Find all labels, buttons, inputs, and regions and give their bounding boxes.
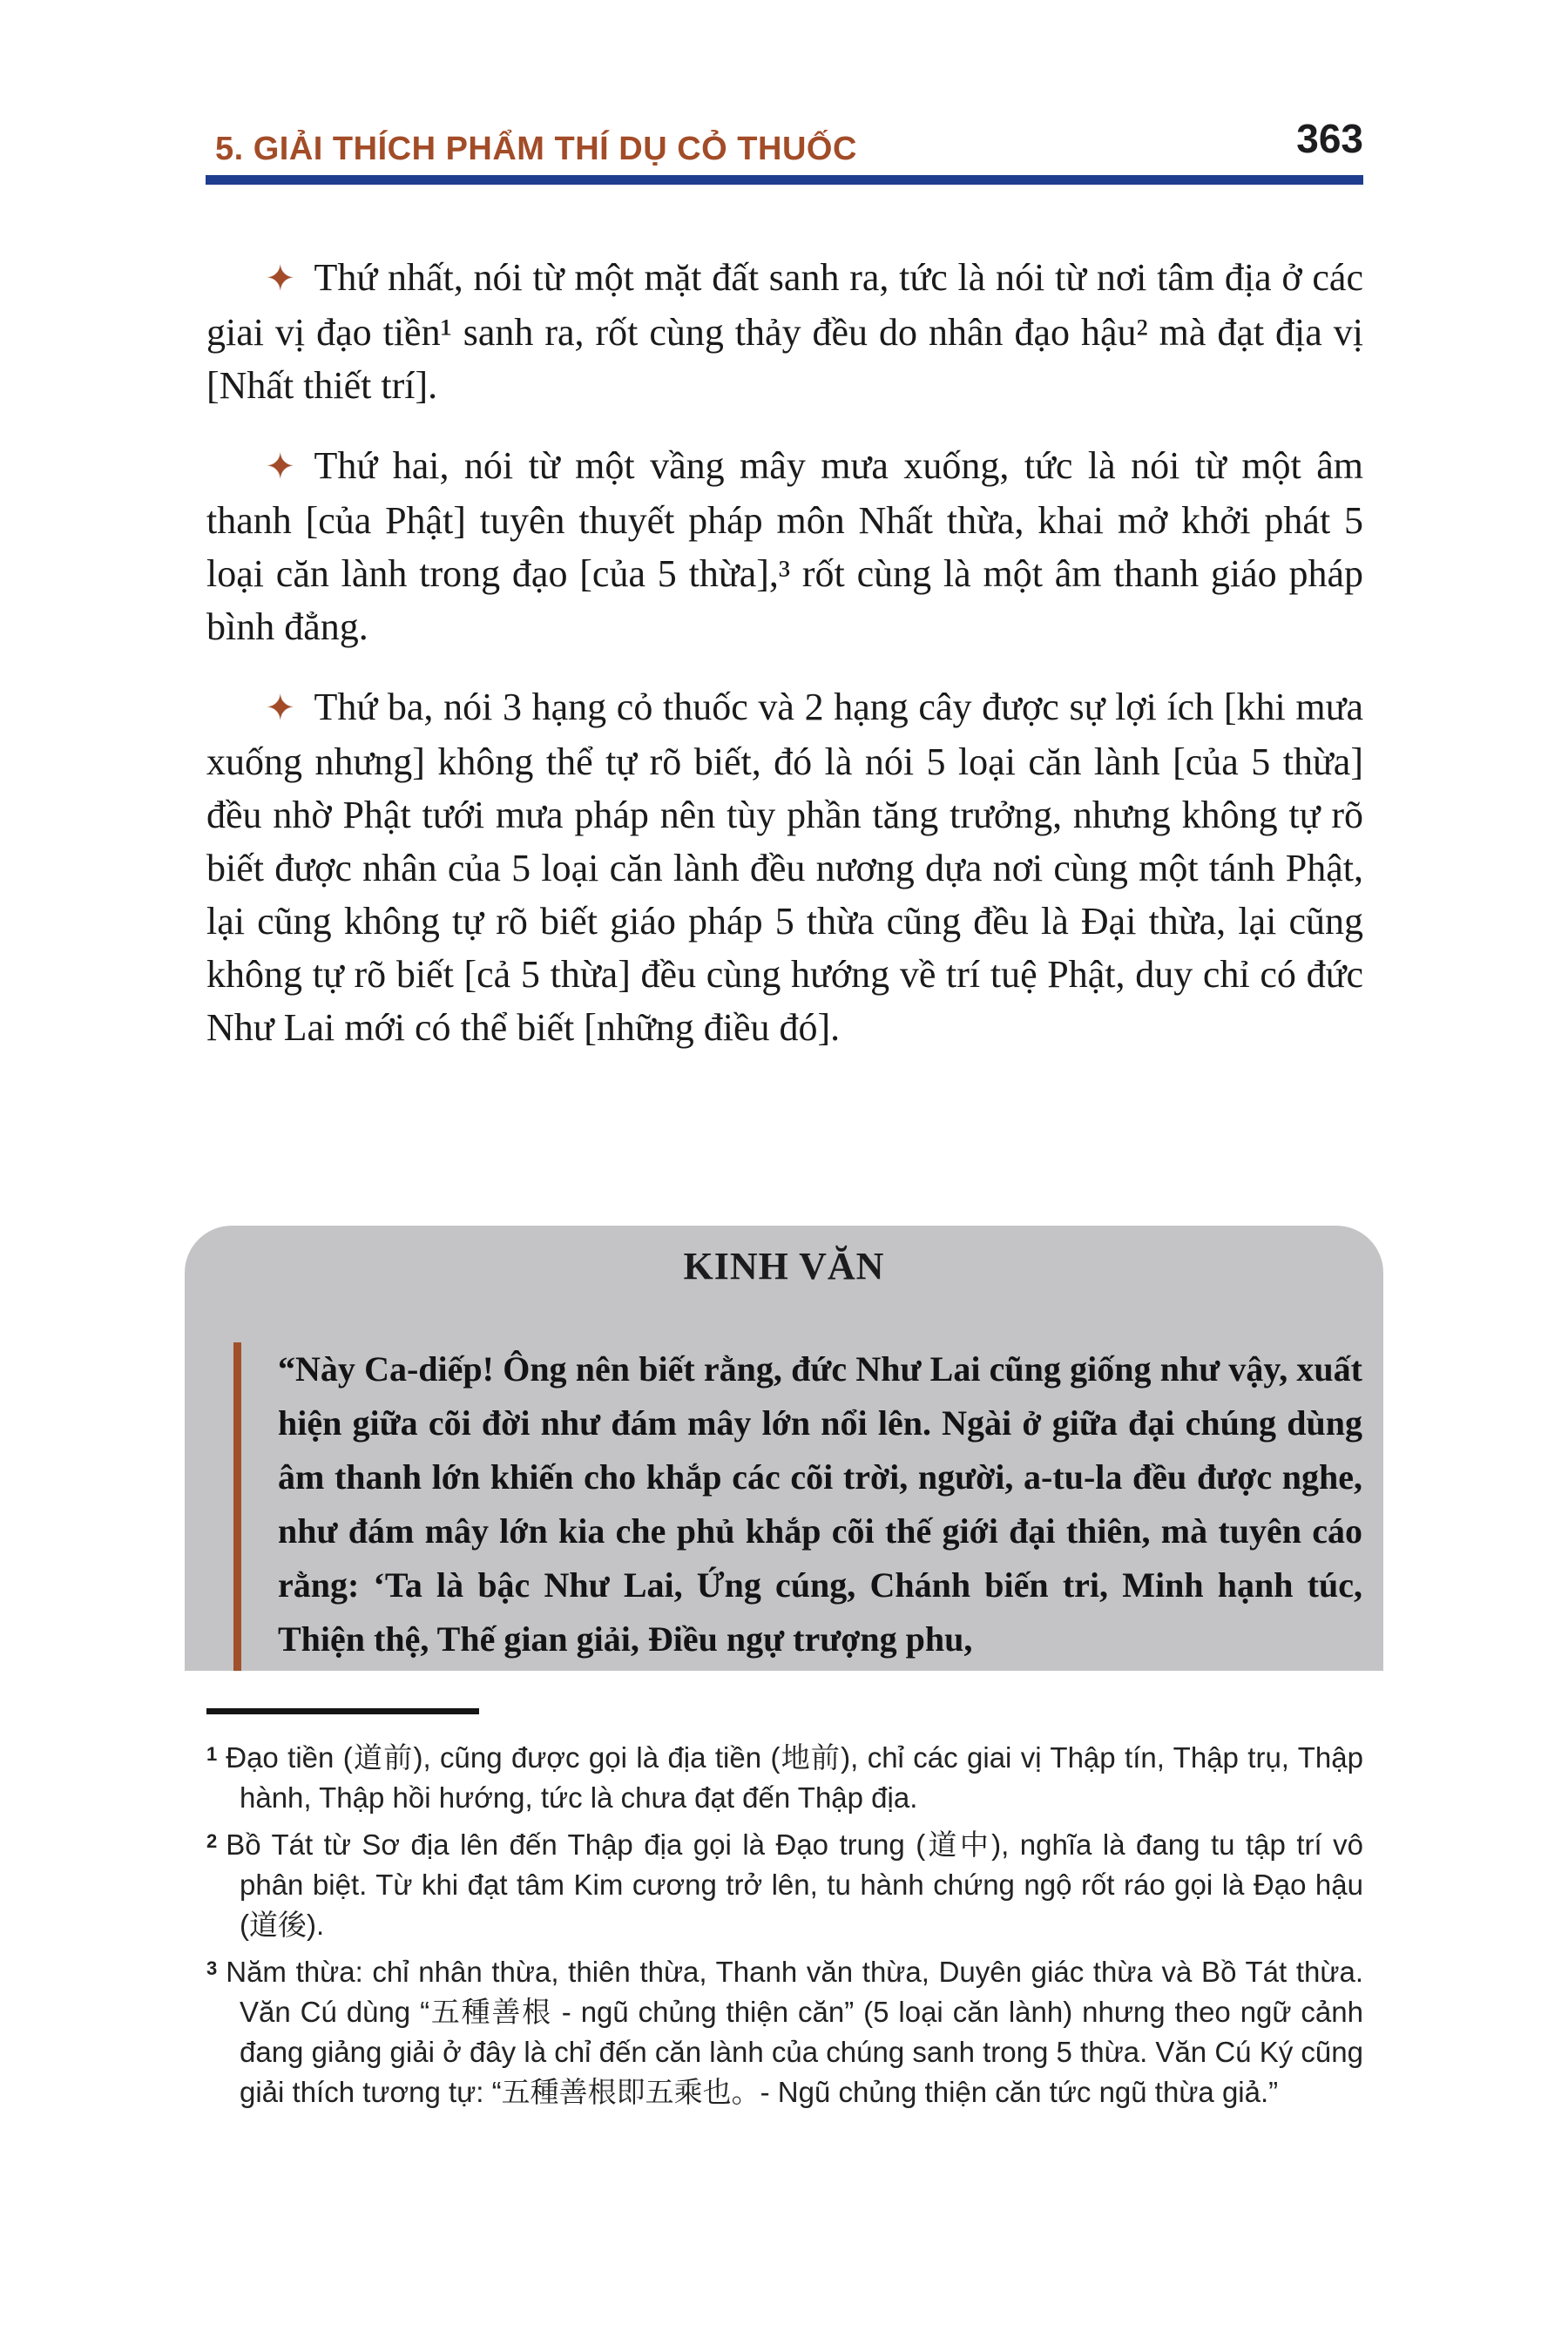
paragraph-text: Thứ hai, nói từ một vầng mây mưa xuống, tức là nói từ một âm thanh [của Phật] tuyên thuyết pháp môn Nhất thừa, khai mở khởi phát 5 loại căn lành trong đạo [của 5 thừa],³ rốt cùng là một âm thanh giáo pháp bình đẳng. [206, 444, 1363, 648]
footnote-text: Bồ Tát từ Sơ địa lên đến Thập địa gọi là Đạo trung (道中), nghĩa là đang tu tập trí vô phân biệt. Từ khi đạt tâm Kim cương trở lên, tu hành chứng ngộ rốt ráo gọi là Đạo hậu (道後). [226, 1828, 1363, 1941]
footnote-3 [206, 1949, 1363, 2112]
footnote-1 [206, 1734, 1363, 1818]
footnote-text: Năm thừa: chỉ nhân thừa, thiên thừa, Thanh văn thừa, Duyên giác thừa và Bồ Tát thừa. Văn Cú dùng “五種善根 - ngũ chủng thiện căn” (5 loại căn lành) nhưng theo ngữ cảnh đang giảng giải ở đây là chỉ đến căn lành của chúng sanh trong 5 thừa. Văn Cú Ký cũng giải thích tương tự: “五種善根即五乘也。- Ngũ chủng thiện căn tức ngũ thừa giả.” [226, 1956, 1363, 2108]
kinh-van-box [185, 1226, 1383, 1671]
chapter-header: 5. GIẢI THÍCH PHẨM THÍ DỤ CỎ THUỐC [215, 131, 857, 167]
footnote-2 [206, 1821, 1363, 1945]
quote-left-bar [233, 1342, 241, 1671]
footnote-separator [206, 1708, 479, 1714]
body-paragraph-3 [206, 680, 1363, 1054]
paragraph-text: Thứ nhất, nói từ một mặt đất sanh ra, tức là nói từ nơi tâm địa ở các giai vị đạo tiền¹ sanh ra, rốt cùng thảy đều do nhân đạo hậu² mà đạt địa vị [Nhất thiết trí]. [206, 256, 1363, 407]
sutra-quote-text: “Này Ca-diếp! Ông nên biết rằng, đức Như Lai cũng giống như vậy, xuất hiện giữa cõi đời như đám mây lớn nổi lên. Ngài ở giữa đại chúng dùng âm thanh lớn khiến cho khắp các cõi trời, người, a-tu-la đều được nghe, như đám mây lớn kia che phủ khắp cõi thế giới đại thiên, mà tuyên cáo rằng: ‘Ta là bậc Như Lai, Ứng cúng, Chánh biến tri, Minh hạnh túc, Thiện thệ, Thế gian giải, Điều ngự trượng phu, [278, 1349, 1362, 1659]
paragraph-text: Thứ ba, nói 3 hạng cỏ thuốc và 2 hạng cây được sự lợi ích [khi mưa xuống nhưng] không thể tự rõ biết, đó là nói 5 loại căn lành [của 5 thừa] đều nhờ Phật tưới mưa pháp nên tùy phần tăng trưởng, nhưng không tự rõ biết được nhân của 5 loại căn lành đều nương dựa nơi cùng một tánh Phật, lại cũng không tự rõ biết giáo pháp 5 thừa cũng đều là Đại thừa, lại cũng không tự rõ biết [cả 5 thừa] đều cùng hướng về trí tuệ Phật, duy chỉ có đức Như Lai mới có thể biết [những điều đó]. [206, 686, 1363, 1049]
footnotes-section [206, 1708, 1363, 2116]
body-text-block [206, 251, 1363, 1054]
star-bullet-icon: ✦ [266, 259, 295, 299]
kinh-van-title: KINH VĂN [683, 1245, 885, 1288]
star-bullet-icon: ✦ [266, 447, 295, 487]
page-number: 363 [1296, 116, 1363, 161]
body-paragraph-1 [206, 251, 1363, 412]
sutra-quote-row [233, 1342, 1383, 1671]
body-paragraph-2 [206, 439, 1363, 653]
footnote-marker: 3 [206, 1957, 218, 1979]
footnote-marker: 2 [206, 1830, 218, 1852]
footnote-text: Đạo tiền (道前), cũng được gọi là địa tiền (地前), chỉ các giai vị Thập tín, Thập trụ, Thập hành, Thập hồi hướng, tức là chưa đạt đến Thập địa. [226, 1741, 1363, 1814]
header-rule [206, 175, 1363, 185]
star-bullet-icon: ✦ [266, 688, 295, 728]
footnote-marker: 1 [206, 1743, 218, 1765]
